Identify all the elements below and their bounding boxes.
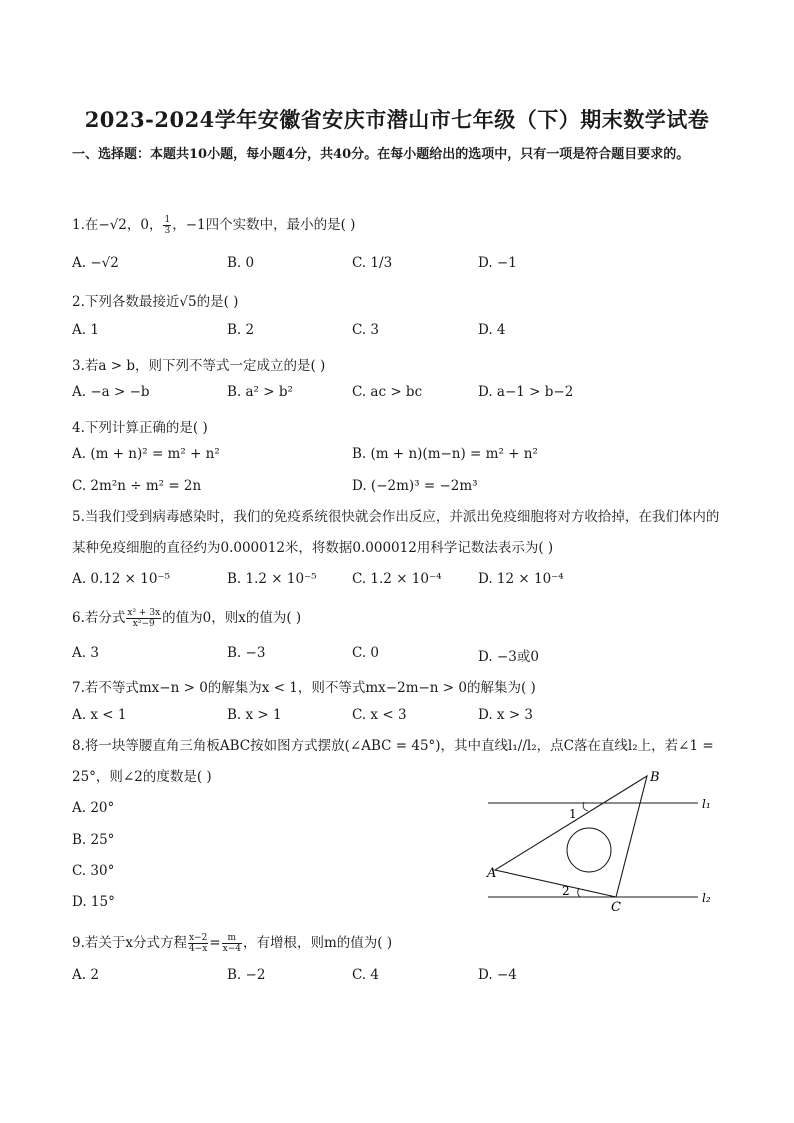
q2-option-c: C. 3 [352, 322, 380, 338]
fraction-denominator: x²−9 [132, 619, 155, 629]
inner-circle [567, 828, 611, 872]
q1-option-c: C. 1/3 [352, 255, 393, 271]
q8-option-b: B. 25° [72, 832, 115, 848]
q7-option-c: C. x < 3 [352, 707, 407, 723]
fraction [163, 215, 171, 236]
q3-option-a: A. −a > −b [72, 384, 150, 400]
q7-option-a: A. x < 1 [72, 707, 127, 723]
question-1-stem-post: ，−1四个实数中，最小的是( ) [172, 217, 356, 233]
fraction-numerator: 1 [164, 215, 171, 225]
fraction-numerator: x−2 [189, 933, 208, 943]
fraction [126, 608, 161, 629]
question-9-stem-post: ，有增根，则m的值为( ) [243, 935, 393, 951]
label-b: B [650, 770, 660, 785]
q5-option-b: B. 1.2 × 10⁻⁵ [227, 571, 317, 587]
fraction-numerator: x² + 3x [127, 608, 161, 618]
question-9-stem-pre: 9.若关于x分式方程 [72, 935, 187, 951]
q9-option-d: D. −4 [478, 967, 517, 983]
q6-option-a: A. 3 [72, 645, 99, 661]
equals-sign: = [209, 935, 221, 951]
question-1-stem-pre: 1.在−√2，0， [72, 217, 163, 233]
q8-option-a: A. 20° [72, 800, 115, 816]
section-heading: 一、选择题：本题共10小题，每小题4分，共40分。在每小题给出的选项中，只有一项是符合题目要求的。 [72, 147, 690, 162]
q5-option-a: A. 0.12 × 10⁻⁵ [72, 571, 171, 587]
q4-option-d: D. (−2m)³ = −2m³ [352, 478, 478, 494]
label-l1: l₁ [702, 797, 711, 811]
label-a: A [487, 866, 497, 881]
question-9 [72, 931, 392, 954]
question-3: 3.若a > b，则下列不等式一定成立的是( ) [72, 358, 326, 374]
q7-option-d: D. x > 3 [478, 707, 534, 723]
q6-option-b: B. −3 [227, 645, 266, 661]
q5-option-d: D. 12 × 10⁻⁴ [478, 571, 564, 587]
label-c: C [611, 900, 621, 914]
fraction-denominator: 3 [164, 226, 171, 236]
question-4: 4.下列计算正确的是( ) [72, 420, 208, 436]
q1-option-b: B. 0 [227, 255, 255, 271]
label-l2: l₂ [702, 891, 711, 905]
q2-option-d: D. 4 [478, 322, 506, 338]
triangle-figure [484, 764, 724, 914]
question-6 [72, 606, 301, 629]
q1-option-a: A. −√2 [72, 255, 119, 271]
label-angle-2: 2 [562, 884, 570, 898]
q7-option-b: B. x > 1 [227, 707, 282, 723]
q4-option-c: C. 2m²n ÷ m² = 2n [72, 478, 202, 494]
question-2: 2.下列各数最接近√5的是( ) [72, 294, 239, 310]
q9-option-c: C. 4 [352, 967, 380, 983]
fraction [188, 933, 208, 954]
q2-option-a: A. 1 [72, 322, 99, 338]
q8-option-d: D. 15° [72, 894, 115, 910]
q4-option-b: B. (m + n)(m−n) = m² + n² [352, 446, 538, 462]
q9-option-b: B. −2 [227, 967, 266, 983]
q2-option-b: B. 2 [227, 322, 255, 338]
fraction [222, 933, 242, 954]
q3-option-d: D. a−1 > b−2 [478, 384, 574, 400]
q3-option-b: B. a² > b² [227, 384, 293, 400]
page-title: 2023-2024学年安徽省安庆市潜山市七年级（下）期末数学试卷 [84, 107, 710, 132]
q1-option-d: D. −1 [478, 255, 517, 271]
q9-option-a: A. 2 [72, 967, 99, 983]
question-6-stem-post: 的值为0，则x的值为( ) [162, 610, 302, 626]
q8-option-c: C. 30° [72, 863, 115, 879]
q3-option-c: C. ac > bc [352, 384, 423, 400]
q6-option-c: C. 0 [352, 645, 380, 661]
question-1 [72, 213, 355, 236]
question-6-stem-pre: 6.若分式 [72, 610, 126, 626]
question-7: 7.若不等式mx−n > 0的解集为x < 1，则不等式mx−2m−n > 0的解集为( ) [72, 680, 536, 696]
q5-option-c: C. 1.2 × 10⁻⁴ [352, 571, 442, 587]
question-5: 5.当我们受到病毒感染时，我们的免疫系统很快就会作出反应，并派出免疫细胞将对方收拾掉，在我们体内的某种免疫细胞的直径约为0.000012米，将数据0.000012用科学记数法表示为( ) [72, 509, 720, 556]
q6-option-d: D. −3或0 [478, 649, 539, 665]
question-8: 8.将一块等腰直角三角板ABC按如图方式摆放(∠ABC = 45°)，其中直线l₁//l₂，点C落在直线l₂上，若∠1 = 25°，则∠2的度数是( ) [72, 738, 714, 785]
q4-option-a: A. (m + n)² = m² + n² [72, 446, 220, 462]
fraction-denominator: 4−x [189, 944, 208, 954]
label-angle-1: 1 [569, 807, 577, 821]
fraction-numerator: m [222, 933, 242, 944]
fraction-denominator: x−4 [222, 944, 241, 954]
